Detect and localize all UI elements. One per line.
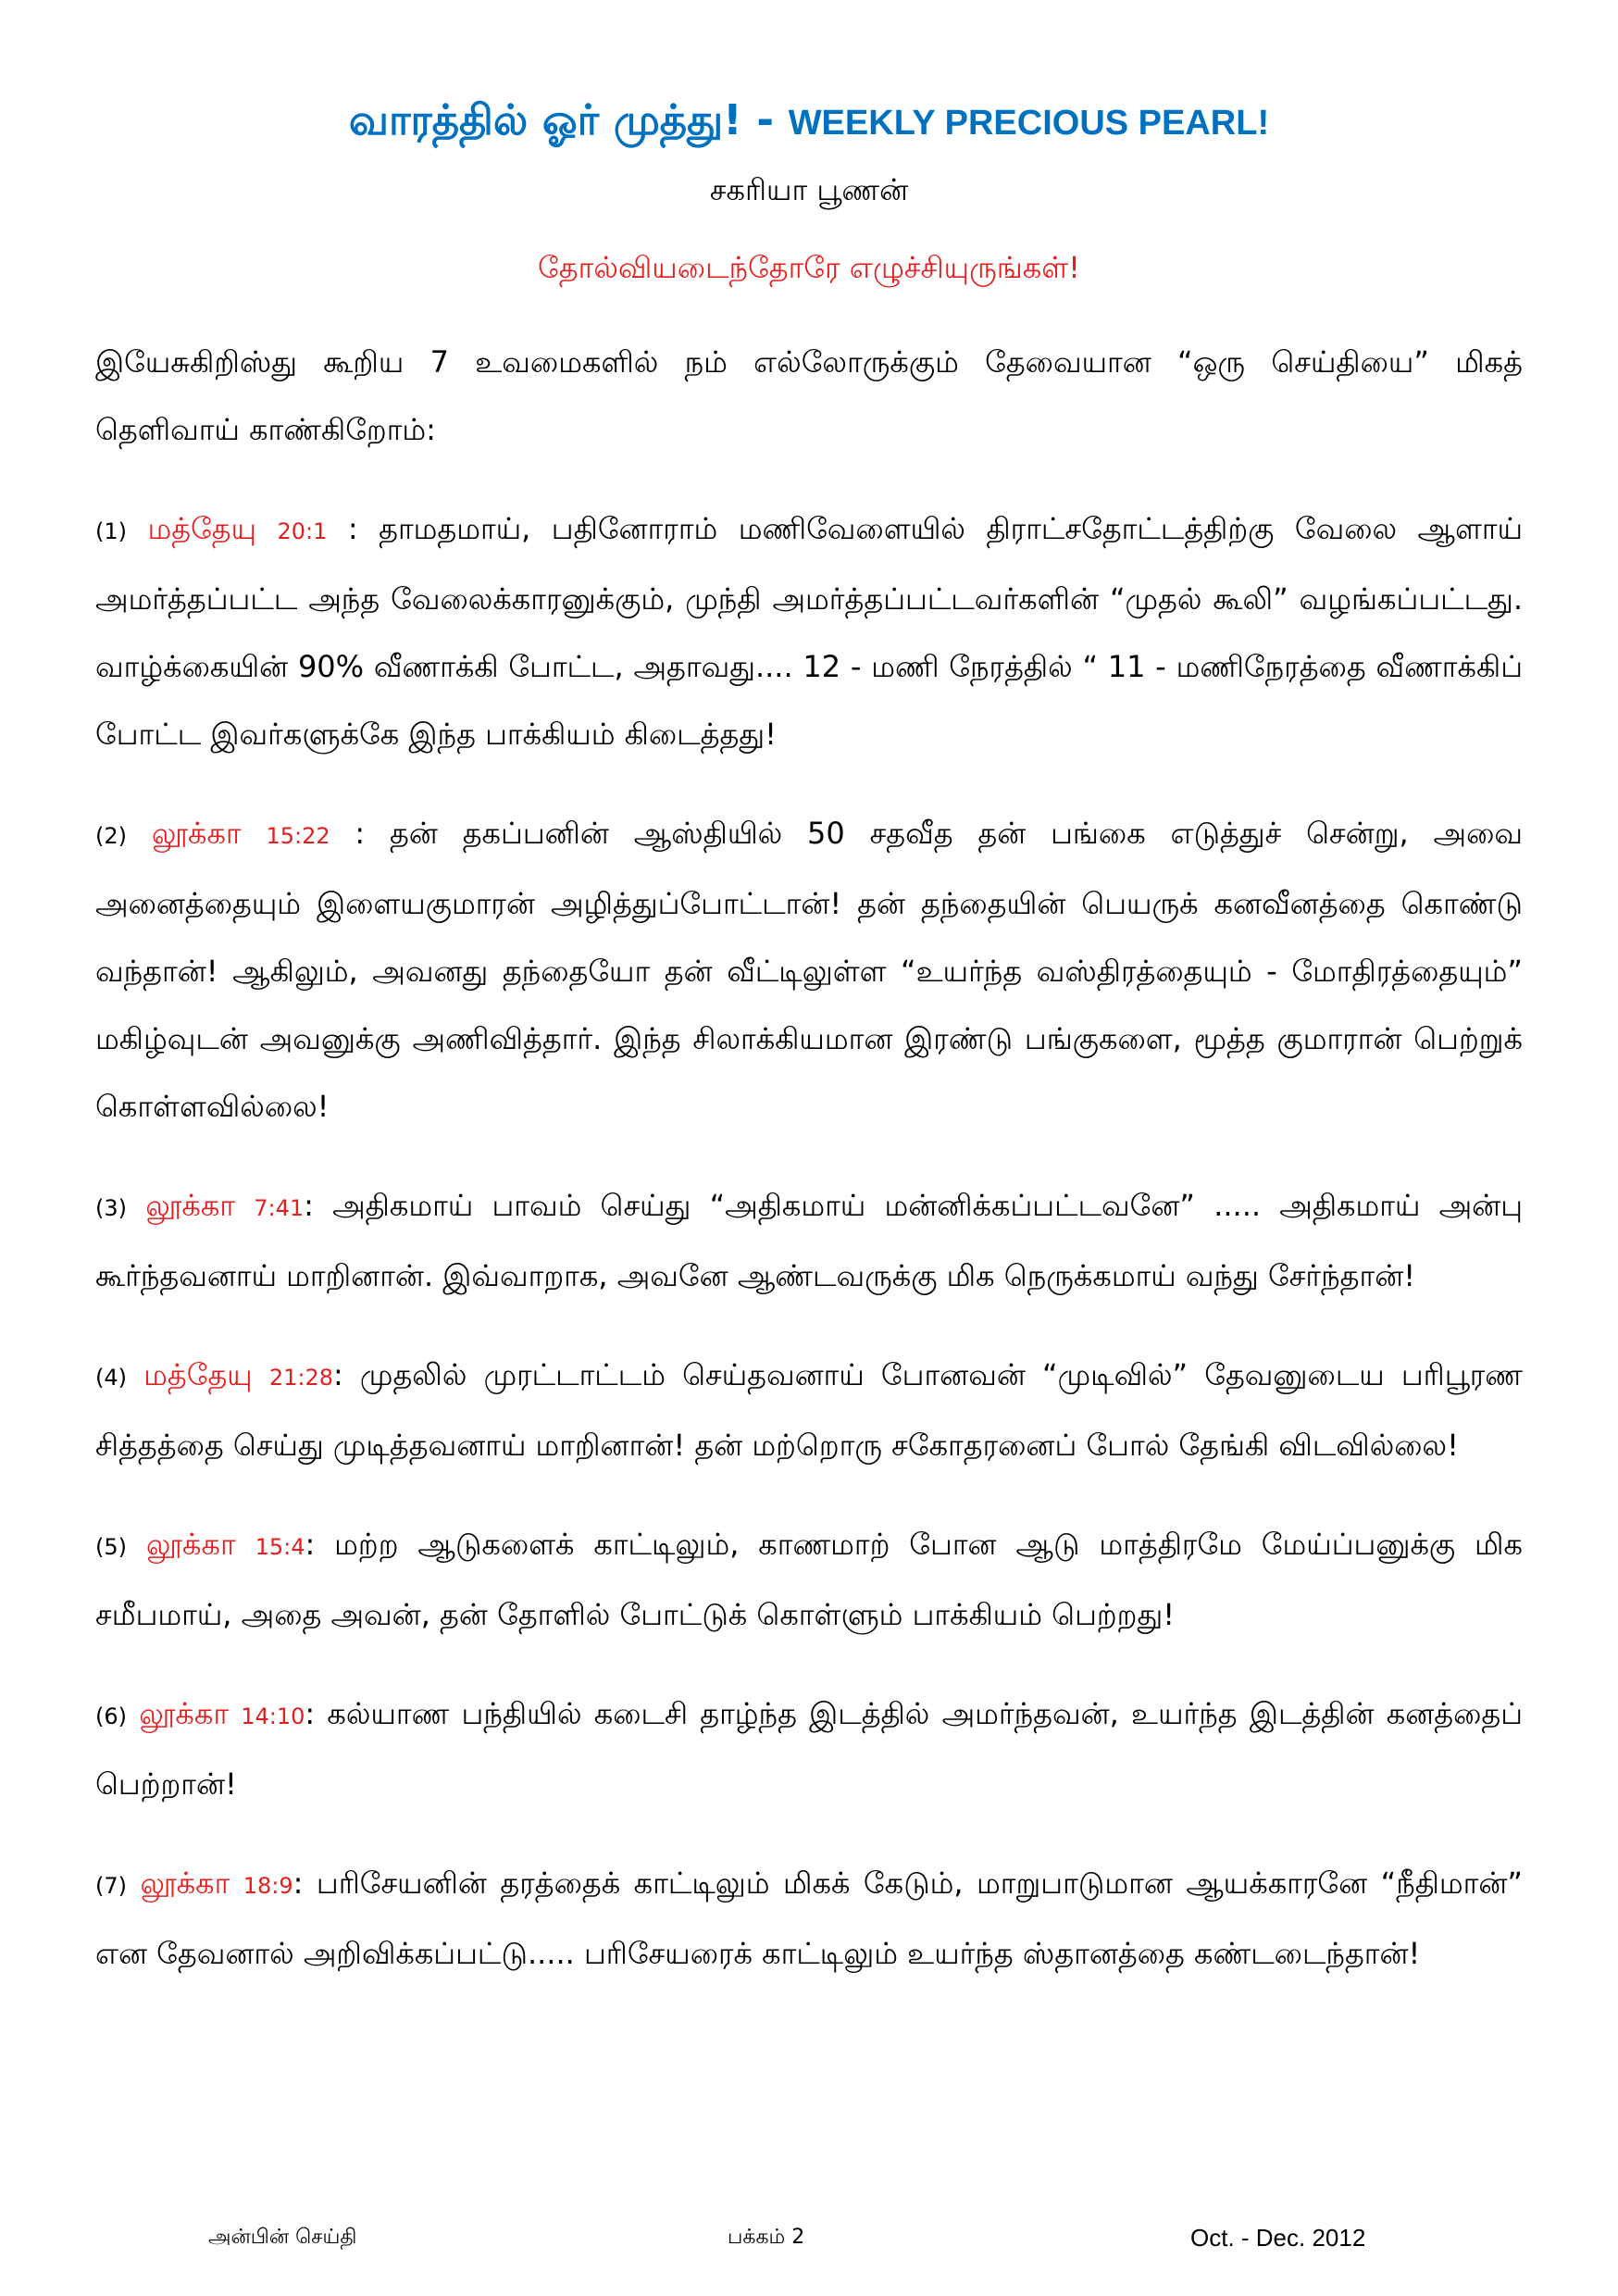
bible-book: மத்தேயு <box>143 1357 253 1392</box>
title-separator: ! - <box>723 95 789 144</box>
item-number: (2) <box>95 823 127 849</box>
bible-book: லூக்கா <box>140 1866 230 1901</box>
item-number: (6) <box>95 1703 127 1729</box>
item-text: : கல்யாண பந்தியில் கடைசி தாழ்ந்த இடத்தில் அமர்ந்தவன், உயர்ந்த இடத்தின் கனத்தைப் பெற்றான்! <box>95 1696 1523 1802</box>
bible-book: லூக்கா <box>151 816 242 851</box>
bible-reference: 15:22 <box>266 823 330 849</box>
bible-reference: 7:41 <box>254 1195 305 1221</box>
bible-reference: 20:1 <box>277 518 328 544</box>
bible-reference: 18:9 <box>243 1873 293 1899</box>
list-item <box>95 1341 1523 1479</box>
bible-reference: 21:28 <box>268 1365 334 1391</box>
author-name: சகரியா பூணன் <box>709 172 909 207</box>
bible-reference: 14:10 <box>241 1703 305 1729</box>
item-number: (4) <box>95 1365 127 1391</box>
item-text: : தன் தகப்பனின் ஆஸ்தியில் 50 சதவீத தன் பங்கை எடுத்துச் சென்று, அவை அனைத்தையும் இளையகுமாரன் அழித்துப்போட்டான்! தன் தந்தையின் பெயருக் கனவீனத்தை கொண்டு வந்தான்! ஆகிலும், அவனது தந்தையோ தன் வீட்டிலுள்ள “உயர்ந்த வஸ்திரத்தையும் - மோதிரத்தையும்” மகிழ்வுடன் அவனுக்கு அணிவித்தார். இந்த சிலாக்கியமான இரண்டு பங்குகளை, மூத்த குமாரான் பெற்றுக் கொள்ளவில்லை! <box>95 816 1524 1124</box>
item-text: : தாமதமாய், பதினோராம் மணிவேளையில் திராட்சதோட்டத்திற்கு வேலை ஆளாய் அமர்த்தப்பட்ட அந்த வேலைக்காரனுக்கும், முந்தி அமர்த்தப்பட்டவர்களின் “முதல் கூலி” வழங்கப்பட்டது. வாழ்க்கையின் 90% வீணாக்கி போட்ட, அதாவது.... 12 - மணி நேரத்தில் “ 11 - மணிநேரத்தை வீணாக்கிப் போட்ட இவர்களுக்கே இந்த பாக்கியம் கிடைத்தது! <box>95 511 1523 752</box>
bible-book: லூக்கா <box>145 1527 236 1562</box>
footer-page-number: பக்கம் 2 <box>728 2226 805 2249</box>
page-title <box>95 93 1523 151</box>
list-item <box>95 495 1523 768</box>
page-footer <box>0 2219 1618 2256</box>
list-item <box>95 1172 1523 1310</box>
title-english: WEEKLY PRECIOUS PEARL! <box>788 104 1270 143</box>
document-page <box>95 93 1523 1988</box>
bible-reference: 15:4 <box>255 1534 305 1560</box>
list-item <box>95 1680 1523 1818</box>
intro-paragraph: இயேசுகிறிஸ்து கூறிய 7 உவமைகளில் நம் எல்லோருக்கும் தேவையான “ஒரு செய்தியை” மிகத் தெளிவாய் காண்கிறோம்: <box>95 344 1523 447</box>
list-item <box>95 1850 1523 1988</box>
item-text: : பரிசேயனின் தரத்தைக் காட்டிலும் மிகக் கேடும், மாறுபாடுமான ஆயக்காரனே “நீதிமான்” என தேவனால் அறிவிக்கப்பட்டு..... பரிசேயரைக் காட்டிலும் உயர்ந்த ஸ்தானத்தை கண்டடைந்தான்! <box>95 1866 1524 1971</box>
title-tamil: வாரத்தில் ஓர் முத்து <box>348 95 724 144</box>
article-subtitle: தோல்வியடைந்தோரே எழுச்சியுருங்கள்! <box>538 250 1080 285</box>
item-text: : அதிகமாய் பாவம் செய்து “அதிகமாய் மன்னிக்கப்பட்டவனே” ..... அதிகமாய் அன்பு கூர்ந்தவனாய் மாறினான். இவ்வாறாக, அவனே ஆண்டவருக்கு மிக நெருக்கமாய் வந்து சேர்ந்தான்! <box>95 1188 1524 1293</box>
list-item <box>95 1511 1523 1649</box>
footer-publication: அன்பின் செய்தி <box>208 2226 357 2249</box>
footer-date: Oct. - Dec. 2012 <box>1190 2224 1366 2252</box>
list-item <box>95 800 1523 1141</box>
bible-book: லூக்கா <box>145 1188 236 1223</box>
item-number: (1) <box>95 518 127 544</box>
item-text: : முதலில் முரட்டாட்டம் செய்தவனாய் போனவன் “முடிவில்” தேவனுடைய பரிபூரண சித்தத்தை செய்து முடித்தவனாய் மாறினான்! தன் மற்றொரு சகோதரனைப் போல் தேங்கி விடவில்லை! <box>95 1357 1524 1463</box>
item-number: (3) <box>95 1195 127 1221</box>
item-number: (5) <box>95 1534 127 1560</box>
item-text: : மற்ற ஆடுகளைக் காட்டிலும், காணமாற் போன ஆடு மாத்திரமே மேய்ப்பனுக்கு மிக சமீபமாய், அதை அவன், தன் தோளில் போட்டுக் கொள்ளும் பாக்கியம் பெற்றது! <box>95 1527 1524 1632</box>
bible-book: லூக்கா <box>139 1696 230 1731</box>
bible-book: மத்தேயு <box>147 511 257 546</box>
item-number: (7) <box>95 1873 127 1899</box>
